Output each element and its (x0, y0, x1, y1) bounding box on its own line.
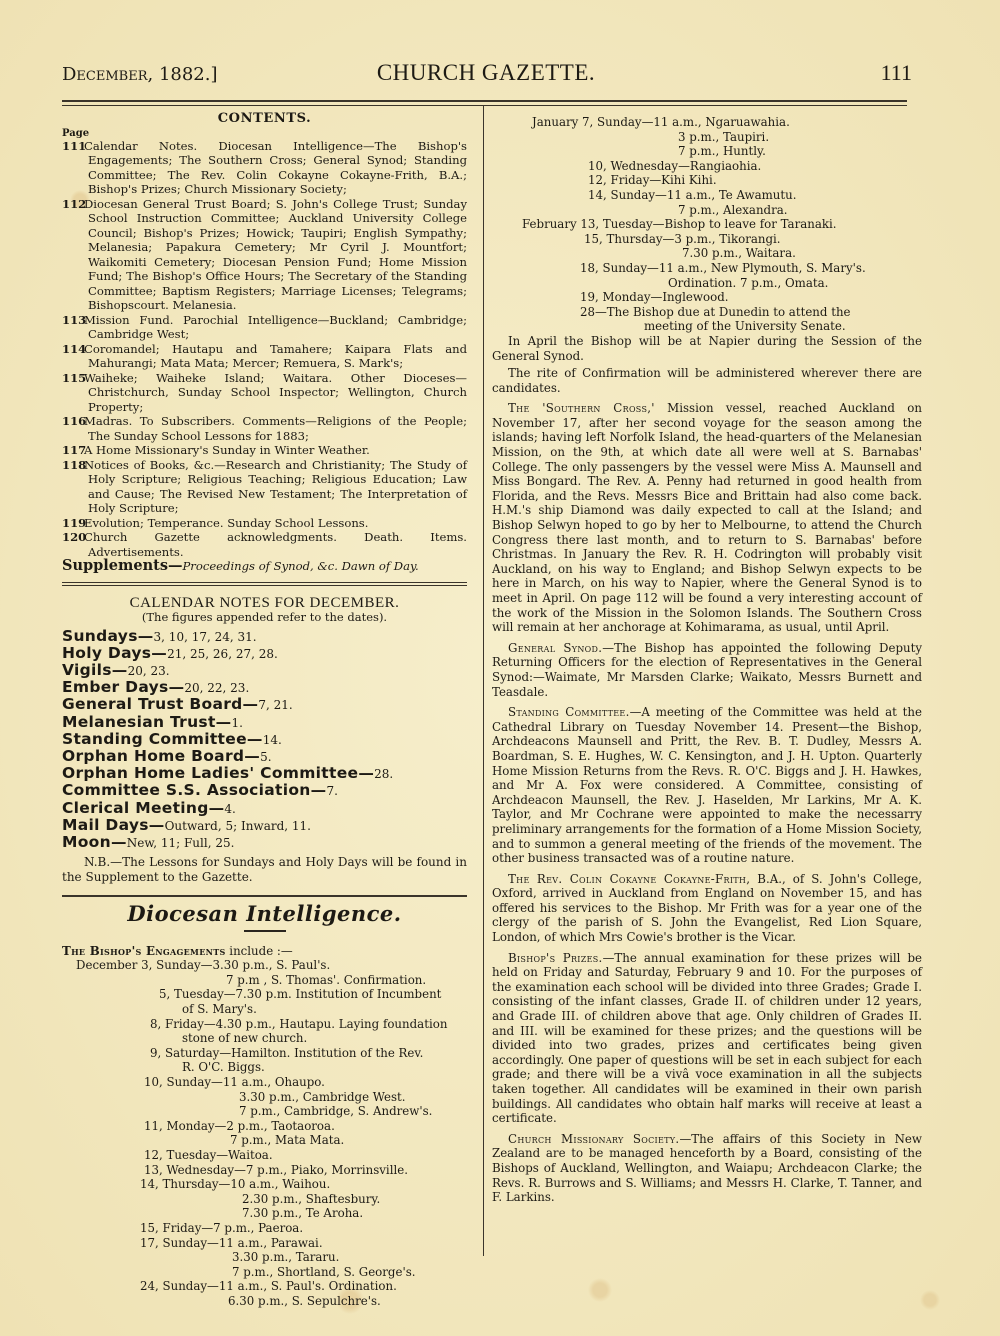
contents-page-number: 115 (62, 370, 87, 385)
calendar-dates: 20, 23. (127, 663, 170, 678)
engagement-line: 15, Thursday—3 p.m., Tikorangi. (584, 231, 781, 246)
calendar-label: Moon— (62, 832, 127, 851)
calendar-dates: 5. (260, 749, 272, 764)
contents-entry: Calendar Notes. Diocesan Intelligence—The Bishop's Engagements; The Southern Cross; General Synod; Standing Committee; The Rev. Colin Cokayne Cokayne-Frith, B.A.; Bishop's Prizes; Church Missionary Society; (84, 138, 467, 196)
contents-entry: Church Gazette acknowledgments. Death. Items. Advertisements. (84, 530, 467, 559)
engagement-line: 7 p.m., Shortland, S. George's. (232, 1264, 416, 1279)
calendar-label: Holy Days— (62, 643, 168, 662)
engagement-line: 11, Monday—2 p.m., Taotaoroa. (144, 1118, 335, 1133)
calendar-dates: 7. (326, 784, 338, 799)
section-rule (62, 582, 467, 586)
engagement-line: 28—The Bishop due at Dunedin to attend the (580, 304, 851, 319)
contents-page-number: 112 (62, 196, 87, 211)
engagement-line: 10, Sunday—11 a.m., Ohaupo. (144, 1074, 325, 1089)
calendar-row (62, 765, 467, 782)
news-paragraph (492, 366, 922, 395)
calendar-row (62, 817, 467, 834)
running-header (62, 44, 910, 84)
contents-entry: Diocesan General Trust Board; S. John's College Trust; Sunday School Instruction Committee; Auckland University College Council; Bishop's Prizes; Howick; Taupiri; English Sympathy; Melanesia; Papakura Cemetery; Mr Cyril J. Mountfort; Waikomiti Cemetery; Diocesan Pension Fund; Home Mission Fund; The Bishop's Office Hours; The Secretary of the Standing Committee; Baptism Registers; Marriage Licenses; Telegrams; Bishopscourt. Melanesia. (84, 196, 467, 312)
calendar-dates: New, 11; Full, 25. (126, 835, 235, 850)
engagement-line: 7 p.m , S. Thomas'. Confirmation. (226, 972, 427, 987)
contents-page-number: 111 (62, 138, 87, 153)
calendar-dates: Outward, 5; Inward, 11. (164, 818, 311, 833)
paragraph-lead: The Rev. Colin Cokayne Cokayne-Frith, (508, 871, 751, 886)
contents-item (62, 197, 467, 313)
calendar-label: Orphan Home Ladies' Committee— (62, 764, 375, 783)
calendar-row (62, 731, 467, 748)
right-column (492, 115, 924, 1208)
engagement-line: 7 p.m., Mata Mata. (230, 1133, 345, 1148)
paragraph-body: —A meeting of the Committee was held at the Cathedral Library on Tuesday November 14. Present—the Bishop, Archdeacons Maunsell and Pritt, the Rev. B. T. Dudley, Messrs A. Boardman, S. E. Hughes, W. C. Kensington, and J. H. Upton. Quarterly Home Mission Returns from the Revs. R. O'C. Biggs and J. H. Hawkes, and Mr A. Fox were considered. A Committee, consisting of Archdeacon Maunsell, the Rev. J. Haselden, Mr Larkins, Mr A. K. Taylor, and Mr Cochrane were appointed to make the necessarry preliminary arrangements for the formation of a Home Mission Society, and to summon a general meeting of the friends of the movement. The other business transacted was of a routine nature. (492, 705, 922, 866)
calendar-row (62, 662, 467, 679)
engagement-line: 12, Friday—Kihi Kihi. (588, 173, 717, 188)
contents-entry: Mission Fund. Parochial Intelligence—Buckland; Cambridge; Cambridge West; (84, 312, 467, 341)
section-rule (62, 895, 467, 897)
contents-entry: A Home Missionary's Sunday in Winter Weather. (84, 443, 370, 457)
engagement-line: 5, Tuesday—7.30 p.m. Institution of Incumbent (159, 987, 442, 1002)
calendar-dates: 14. (262, 732, 282, 747)
calendar-dates: 20, 22, 23. (184, 681, 250, 696)
calendar-dates: 3, 10, 17, 24, 31. (153, 629, 257, 644)
paragraph-lead: General Synod. (508, 640, 603, 655)
paragraph-lead: Church Missionary Society. (508, 1131, 680, 1146)
left-column (62, 112, 467, 1308)
calendar-label: Standing Committee— (62, 729, 263, 748)
calendar-row (62, 628, 467, 645)
engagement-line: 24, Sunday—11 a.m., S. Paul's. Ordination. (140, 1279, 397, 1294)
engagement-line: 10, Wednesday—Rangiaohia. (588, 158, 762, 173)
contents-item (62, 371, 467, 415)
diocesan-paragraphs (492, 334, 922, 1205)
calendar-row (62, 748, 467, 765)
contents-page-number: 118 (62, 457, 87, 472)
publication-title: CHURCH GAZETTE. (376, 60, 596, 85)
calendar-list (62, 628, 467, 852)
paragraph-body: —The affairs of this Society in New Zealand are to be managed henceforth by a Board, consisting of the Bishops of Auckland, Wellington, and Waiapu; Archdeacon Clarke; the Revs. R. Burrows and S. Williams; and Messrs H. Clarke, T. Tanner, and F. Larkins. (492, 1131, 922, 1205)
contents-item (62, 342, 467, 371)
contents-item (62, 443, 467, 458)
contents-item (62, 414, 467, 443)
engagement-line: 15, Friday—7 p.m., Paeroa. (140, 1220, 304, 1235)
short-rule (244, 930, 286, 932)
calendar-label: General Trust Board— (62, 695, 259, 714)
news-paragraph (492, 641, 922, 699)
engagements-list-right (492, 115, 924, 334)
engagement-line: 3.30 p.m., Cambridge West. (239, 1089, 406, 1104)
engagement-line: 13, Wednesday—7 p.m., Piako, Morrinsville. (144, 1162, 408, 1177)
engagement-line: 9, Saturday—Hamilton. Institution of the Rev. (150, 1045, 424, 1060)
news-paragraph (492, 1132, 922, 1205)
calendar-label: Melanesian Trust— (62, 712, 232, 731)
contents-item (62, 139, 467, 197)
paragraph-body: —The annual examination for these prizes will be held on Friday and Saturday, February 9 and 10. For the purposes of the examination each school will be divided into three Grades; Grade I. consisting of the infant classes, Grade II. of children under 12 years, and Grade III. of children above that age. Only children of Grades II. and III. will be examined for these prizes; and the questions will be divided into two grades, prizes and certificates being given accordingly. One paper of questions will be set in each subject for each grade; and there will be a vivâ voce examination in all the subjects taken together. All candidates will be examined in their own parish buildings. All candidates who obtain half marks will receive at least a certificate. (492, 950, 922, 1126)
engagement-line: 7.30 p.m., Waitara. (682, 246, 796, 261)
calendar-label: Committee S.S. Association— (62, 781, 327, 800)
issue-date: December, 1882.] (62, 64, 218, 85)
engagement-line: 18, Sunday—11 a.m., New Plymouth, S. Mary's. (580, 260, 866, 275)
engagement-line: 12, Tuesday—Waitoa. (144, 1147, 273, 1162)
supplements-text: Proceedings of Synod, &c. Dawn of Day. (182, 559, 419, 573)
engagement-line: 14, Sunday—11 a.m., Te Awamutu. (588, 187, 797, 202)
engagement-line: January 7, Sunday—11 a.m., Ngaruawahia. (532, 115, 790, 129)
header-rule (62, 100, 907, 106)
engagement-line: 7 p.m., Alexandra. (678, 202, 788, 217)
engagement-line: 3 p.m., Taupiri. (678, 129, 770, 144)
calendar-row (62, 800, 467, 817)
contents-entry: Madras. To Subscribers. Comments—Religions of the People; The Sunday School Lessons for 1883; (84, 414, 467, 443)
contents-page-number: 117 (62, 443, 87, 457)
calendar-dates: 1. (231, 715, 243, 730)
contents-entry: Waiheke; Waiheke Island; Waitara. Other Dioceses—Christchurch, Sunday School Inspector; Wellington, Church Property; (84, 370, 467, 414)
engagement-line: of S. Mary's. (182, 1002, 257, 1017)
contents-page-number: 114 (62, 341, 87, 356)
calendar-label: Ember Days— (62, 678, 185, 697)
contents-page-number: 119 (62, 515, 87, 530)
contents-item (62, 516, 467, 531)
contents-page-number: 113 (62, 312, 87, 327)
engagement-line: 7 p.m., Huntly. (678, 144, 766, 159)
engagement-line: December 3, Sunday—3.30 p.m., S. Paul's. (76, 958, 331, 973)
calendar-row (62, 714, 467, 731)
calendar-label: Orphan Home Board— (62, 746, 261, 765)
paragraph-body: In April the Bishop will be at Napier during the Session of the General Synod. (492, 333, 922, 363)
diocesan-title: Diocesan Intelligence. (127, 901, 402, 927)
news-paragraph (492, 705, 922, 866)
engagement-line: meeting of the University Senate. (644, 319, 846, 334)
engagements-suffix: include :— (225, 943, 293, 958)
contents-item (62, 458, 467, 516)
calendar-dates: 21, 25, 26, 27, 28. (167, 646, 278, 661)
calendar-dates: 28. (374, 767, 394, 782)
calendar-note: N.B.—The Lessons for Sundays and Holy Days will be found in the Supplement to the Gazette. (62, 855, 467, 885)
calendar-row (62, 679, 467, 696)
engagement-line: 3.30 p.m., Tararu. (232, 1250, 340, 1265)
engagement-line: R. O'C. Biggs. (182, 1060, 265, 1075)
paragraph-body: —The Bishop has appointed the following Deputy Returning Officers for the election of Representatives in the General Synod:—Waimate, Mr Marsden Clarke; Waikato, Messrs Burnett and Teasdale. (492, 640, 922, 699)
calendar-title: CALENDAR NOTES FOR DECEMBER. (129, 594, 400, 611)
paragraph-body: The rite of Confirmation will be administered wherever there are candidates. (492, 366, 922, 395)
engagement-line: 6.30 p.m., S. Sepulchre's. (228, 1293, 381, 1308)
engagement-line: 7.30 p.m., Te Aroha. (242, 1206, 364, 1221)
engagements-heading: The Bishop's Engagements (62, 943, 226, 958)
engagement-line: 2.30 p.m., Shaftesbury. (242, 1191, 381, 1206)
calendar-dates: 7, 21. (258, 698, 293, 713)
calendar-row (62, 782, 467, 799)
paragraph-lead: Standing Committee. (508, 705, 630, 720)
supplements-label: Supplements— (62, 557, 183, 574)
news-paragraph (492, 951, 922, 1126)
contents-page-number: 120 (62, 530, 87, 544)
calendar-dates: 4. (224, 801, 236, 816)
contents-item (62, 530, 467, 559)
calendar-label: Sundays— (62, 626, 154, 645)
contents-list (62, 139, 467, 560)
paragraph-body: Mission vessel, reached Auckland on November 17, after her second voyage for the season among the islands; having left Norfolk Island, the head-quarters of the Melanesian Mission, on the 9th, at which date all were well at S. Barnabas' College. The only passengers by the vessel were Miss A. Maunsell and Miss Bongard. The Rev. A. Penny had returned in good health from Florida, and the Revs. Messrs Bice and Brittain had also come back. H.M.'s ship Diamond was daily expected to call at the Island; and Bishop Selwyn hoped to go by her to Melbourne, to attend the Church Congress there last month, and to return to S. Barnabas' before Christmas. In January the Rev. R. H. Codrington will probably visit Auckland, on his way to England; and Bishop Selwyn expects to be here in March, on his way to Napier, where the General Synod is to meet in April. On page 112 will be found a very interesting account of the work of the Mission in the Solomon Islands. The Southern Cross will remain at her anchorage at Kohimarama, as usual, until April. (492, 401, 922, 635)
page-number: 111 (880, 60, 912, 85)
paragraph-body: B.A., of S. John's College, Oxford, arrived in Auckland from England on November 15, and has offered his services to the Bishop. Mr Frith was for a year one of the clergy of the parish of S. John the Evangelist, Red Lion Square, London, of which Mrs Cowie's brother is the Vicar. (492, 871, 922, 945)
engagement-line: 19, Monday—Inglewood. (580, 290, 729, 305)
calendar-label: Mail Days— (62, 815, 165, 834)
contents-page-label: Page (62, 127, 90, 139)
supplements-line (62, 559, 467, 574)
engagements-intro (62, 944, 467, 959)
engagements-list-left (62, 958, 467, 1308)
news-paragraph (492, 334, 922, 363)
contents-item (62, 313, 467, 342)
engagement-line: Ordination. 7 p.m., Omata. (668, 275, 829, 290)
calendar-label: Clerical Meeting— (62, 798, 225, 817)
calendar-subtitle: (The figures appended refer to the dates). (141, 610, 388, 624)
engagement-line: 7 p.m., Cambridge, S. Andrew's. (239, 1104, 433, 1119)
contents-title: CONTENTS. (217, 111, 312, 126)
paragraph-lead: Bishop's Prizes. (508, 950, 603, 965)
contents-entry: Coromandel; Hautapu and Tamahere; Kaipara Flats and Mahurangi; Mata Mata; Mercer; Remuera, S. Mark's; (84, 341, 467, 370)
news-paragraph (492, 872, 922, 945)
paragraph-lead: The 'Southern Cross,' (508, 401, 655, 416)
column-divider (483, 106, 484, 1256)
calendar-row (62, 645, 467, 662)
engagement-line: 17, Sunday—11 a.m., Parawai. (140, 1235, 323, 1250)
contents-page-number: 116 (62, 414, 87, 428)
calendar-row (62, 834, 467, 851)
contents-entry: Notices of Books, &c.—Research and Christianity; The Study of Holy Scripture; Religious Teaching; Religious Education; Law and Cause; The Revised New Testament; The Interpretation of Holy Scripture; (84, 457, 467, 515)
engagement-line: 14, Thursday—10 a.m., Waihou. (140, 1177, 331, 1192)
contents-entry: Evolution; Temperance. Sunday School Lessons. (84, 515, 369, 530)
engagement-line: February 13, Tuesday—Bishop to leave for Taranaki. (522, 217, 837, 232)
engagement-line: 8, Friday—4.30 p.m., Hautapu. Laying foundation (150, 1016, 448, 1031)
engagement-line: stone of new church. (182, 1031, 308, 1046)
calendar-row (62, 696, 467, 713)
news-paragraph (492, 401, 922, 635)
calendar-label: Vigils— (62, 660, 128, 679)
